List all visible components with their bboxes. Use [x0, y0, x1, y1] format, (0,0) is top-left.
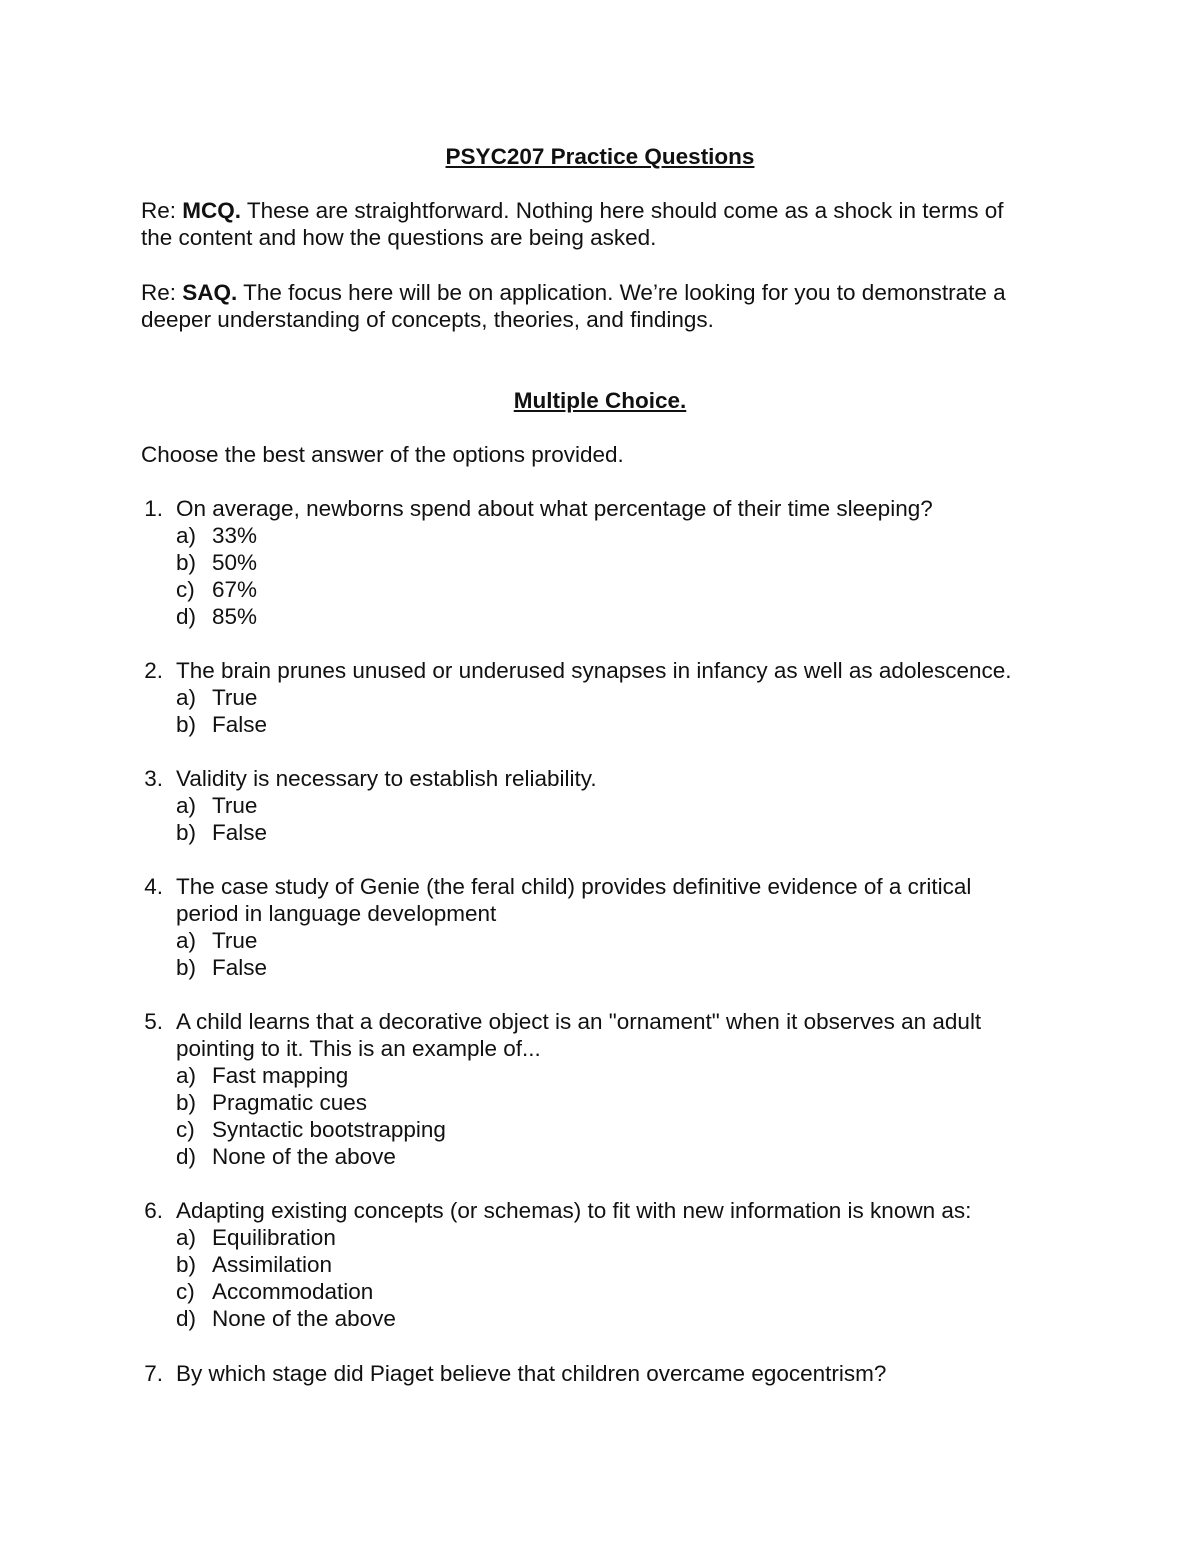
intro-saq-line1 [141, 279, 1006, 306]
question-text: Adapting existing concepts (or schemas) to fit with new information is known as: [176, 1198, 972, 1223]
question-text: A child learns that a decorative object is an "ornament" when it observes an adult [176, 1009, 982, 1034]
option-text: True [212, 793, 258, 818]
option-text: True [212, 928, 258, 953]
section-title: Multiple Choice. [513, 388, 687, 413]
option-letter: d) [176, 1144, 197, 1169]
option-letter: d) [176, 604, 197, 629]
intro-mcq-text: These are straightforward. Nothing here should come as a shock in terms of [241, 198, 1004, 223]
intro-mcq-line1 [141, 197, 1003, 224]
question-text: period in language development [176, 901, 497, 926]
option-letter: d) [176, 1306, 197, 1331]
question-number: 5. [144, 1009, 163, 1034]
option-text: 67% [212, 577, 258, 602]
intro-mcq-line2: the content and how the questions are being asked. [141, 225, 657, 250]
option-letter: c) [176, 577, 195, 602]
option-text: 50% [212, 550, 258, 575]
option-letter: b) [176, 955, 197, 980]
intro-saq-label: SAQ. [182, 280, 238, 305]
option-text: False [212, 955, 268, 980]
question-number: 3. [144, 766, 163, 791]
intro-saq-line2: deeper understanding of concepts, theories, and findings. [141, 307, 714, 332]
intro-mcq-label: MCQ. [182, 198, 242, 223]
option-text: Accommodation [212, 1279, 374, 1304]
question-number: 6. [144, 1198, 163, 1223]
question-text: Validity is necessary to establish reliability. [176, 766, 597, 791]
option-text: Assimilation [212, 1252, 333, 1277]
option-text: True [212, 685, 258, 710]
question-text: pointing to it. This is an example of... [176, 1036, 541, 1061]
option-letter: a) [176, 685, 197, 710]
option-letter: a) [176, 928, 197, 953]
question-number: 7. [144, 1361, 163, 1386]
intro-saq-text: The focus here will be on application. We’re looking for you to demonstrate a [237, 280, 1006, 305]
option-text: None of the above [212, 1144, 396, 1169]
instructions: Choose the best answer of the options provided. [141, 442, 624, 467]
option-letter: b) [176, 550, 197, 575]
question-text: By which stage did Piaget believe that children overcame egocentrism? [176, 1361, 887, 1386]
option-text: False [212, 712, 268, 737]
intro-mcq-prefix: Re: [141, 198, 183, 223]
option-letter: a) [176, 1063, 197, 1088]
option-letter: a) [176, 523, 197, 548]
option-letter: b) [176, 712, 197, 737]
option-letter: a) [176, 1225, 197, 1250]
option-letter: b) [176, 1090, 197, 1115]
option-text: Pragmatic cues [212, 1090, 368, 1115]
option-text: Syntactic bootstrapping [212, 1117, 446, 1142]
question-number: 2. [144, 658, 163, 683]
option-letter: a) [176, 793, 197, 818]
option-text: 85% [212, 604, 258, 629]
intro-saq-prefix: Re: [141, 280, 183, 305]
question-number: 4. [144, 874, 163, 899]
question-text: On average, newborns spend about what percentage of their time sleeping? [176, 496, 933, 521]
option-text: 33% [212, 523, 258, 548]
option-letter: c) [176, 1117, 195, 1142]
option-letter: c) [176, 1279, 195, 1304]
option-letter: b) [176, 820, 197, 845]
option-text: Equilibration [212, 1225, 336, 1250]
question-text: The case study of Genie (the feral child) provides definitive evidence of a critical [176, 874, 972, 899]
option-text: Fast mapping [212, 1063, 349, 1088]
option-letter: b) [176, 1252, 197, 1277]
question-number: 1. [144, 496, 163, 521]
question-text: The brain prunes unused or underused synapses in infancy as well as adolescence. [176, 658, 1012, 683]
option-text: False [212, 820, 268, 845]
option-text: None of the above [212, 1306, 396, 1331]
document-title: PSYC207 Practice Questions [445, 144, 755, 169]
